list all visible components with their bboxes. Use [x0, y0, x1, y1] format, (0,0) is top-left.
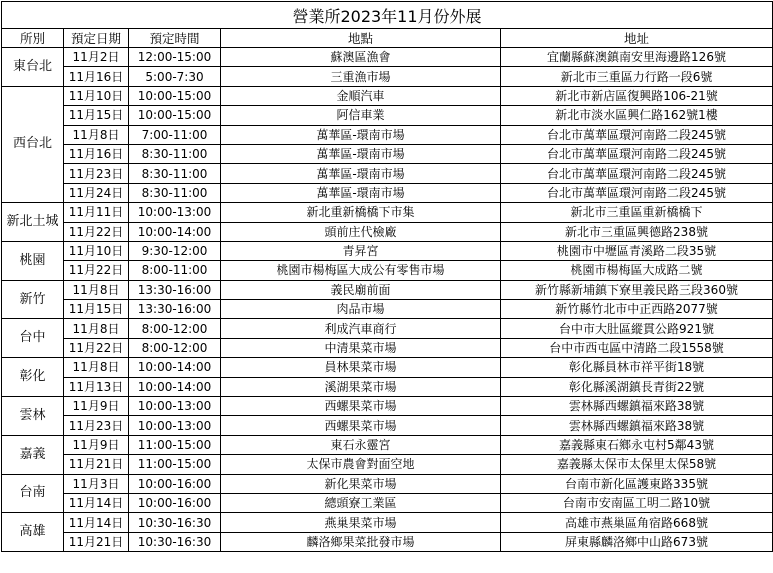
header-time: 預定時間 — [129, 29, 221, 48]
date-cell: 11月14日 — [64, 493, 129, 512]
date-cell: 11月3日 — [64, 474, 129, 493]
place-cell: 桃園市楊梅區大成公有零售市場 — [221, 261, 501, 280]
date-cell: 11月24日 — [64, 183, 129, 202]
place-cell: 西螺果菜市場 — [221, 397, 501, 416]
table-row — [2, 67, 773, 86]
time-cell: 13:30-16:00 — [129, 280, 221, 299]
table-row — [2, 474, 773, 493]
time-cell: 8:30-11:00 — [129, 144, 221, 163]
address-cell: 高雄市燕巢區角宿路668號 — [501, 513, 773, 532]
place-cell: 員林果菜市場 — [221, 358, 501, 377]
date-cell: 11月21日 — [64, 455, 129, 474]
table-row — [2, 416, 773, 435]
time-cell: 11:00-15:00 — [129, 455, 221, 474]
address-cell: 台北市萬華區環河南路二段245號 — [501, 183, 773, 202]
table-row — [2, 203, 773, 222]
address-cell: 宜蘭縣蘇澳鎮南安里海邊路126號 — [501, 48, 773, 67]
address-cell: 新北市三重區力行路一段6號 — [501, 67, 773, 86]
time-cell: 10:00-15:00 — [129, 86, 221, 105]
date-cell: 11月10日 — [64, 241, 129, 260]
time-cell: 9:30-12:00 — [129, 241, 221, 260]
time-cell: 10:00-13:00 — [129, 397, 221, 416]
date-cell: 11月21日 — [64, 532, 129, 551]
table-row — [2, 397, 773, 416]
address-cell: 台北市萬華區環河南路二段245號 — [501, 144, 773, 163]
header-region: 所別 — [2, 29, 64, 48]
date-cell: 11月9日 — [64, 397, 129, 416]
region-cell: 雲林 — [2, 397, 64, 436]
place-cell: 燕巢果菜市場 — [221, 513, 501, 532]
date-cell: 11月15日 — [64, 106, 129, 125]
table-row — [2, 300, 773, 319]
table-row — [2, 106, 773, 125]
region-cell: 台中 — [2, 319, 64, 358]
date-cell: 11月8日 — [64, 280, 129, 299]
time-cell: 8:00-11:00 — [129, 261, 221, 280]
table-row — [2, 125, 773, 144]
place-cell: 萬華區-環南市場 — [221, 183, 501, 202]
table-row — [2, 532, 773, 551]
time-cell: 10:00-13:00 — [129, 416, 221, 435]
address-cell: 彰化縣溪湖鎮長青街22號 — [501, 377, 773, 396]
place-cell: 麟洛鄉果菜批發市場 — [221, 532, 501, 551]
address-cell: 桃園市楊梅區大成路二號 — [501, 261, 773, 280]
time-cell: 13:30-16:00 — [129, 300, 221, 319]
address-cell: 新北市新店區復興路106-21號 — [501, 86, 773, 105]
date-cell: 11月13日 — [64, 377, 129, 396]
header-row — [2, 29, 773, 48]
table-row — [2, 358, 773, 377]
address-cell: 台北市萬華區環河南路二段245號 — [501, 125, 773, 144]
time-cell: 10:00-16:00 — [129, 474, 221, 493]
time-cell: 10:30-16:30 — [129, 532, 221, 551]
address-cell: 屏東縣麟洛鄉中山路673號 — [501, 532, 773, 551]
time-cell: 8:00-12:00 — [129, 338, 221, 357]
table-row — [2, 183, 773, 202]
address-cell: 桃園市中壢區青溪路二段35號 — [501, 241, 773, 260]
address-cell: 彰化縣員林市祥平街18號 — [501, 358, 773, 377]
address-cell: 台南市新化區護東路335號 — [501, 474, 773, 493]
region-cell: 彰化 — [2, 358, 64, 397]
date-cell: 11月23日 — [64, 416, 129, 435]
date-cell: 11月16日 — [64, 67, 129, 86]
region-cell: 新北土城 — [2, 203, 64, 242]
address-cell: 台北市萬華區環河南路二段245號 — [501, 164, 773, 183]
table-row — [2, 164, 773, 183]
place-cell: 金順汽車 — [221, 86, 501, 105]
address-cell: 雲林縣西螺鎮福來路38號 — [501, 397, 773, 416]
region-cell: 桃園 — [2, 241, 64, 280]
table-row — [2, 513, 773, 532]
time-cell: 10:00-15:00 — [129, 106, 221, 125]
time-cell: 8:00-12:00 — [129, 319, 221, 338]
address-cell: 台中市大肚區縱貫公路921號 — [501, 319, 773, 338]
address-cell: 新北市三重區重新橋橋下 — [501, 203, 773, 222]
time-cell: 10:30-16:30 — [129, 513, 221, 532]
table-row — [2, 435, 773, 454]
place-cell: 溪湖果菜市場 — [221, 377, 501, 396]
table-row — [2, 455, 773, 474]
title-row — [2, 2, 773, 29]
table-row — [2, 338, 773, 357]
table-row — [2, 280, 773, 299]
table-row — [2, 319, 773, 338]
place-cell: 三重漁市場 — [221, 67, 501, 86]
date-cell: 11月8日 — [64, 125, 129, 144]
address-cell: 新北市三重區興德路238號 — [501, 222, 773, 241]
region-cell: 新竹 — [2, 280, 64, 319]
region-cell: 嘉義 — [2, 435, 64, 474]
place-cell: 萬華區-環南市場 — [221, 164, 501, 183]
address-cell: 台中市西屯區中清路二段1558號 — [501, 338, 773, 357]
date-cell: 11月15日 — [64, 300, 129, 319]
date-cell: 11月8日 — [64, 358, 129, 377]
table-row — [2, 86, 773, 105]
place-cell: 萬華區-環南市場 — [221, 144, 501, 163]
place-cell: 總頭寮工業區 — [221, 493, 501, 512]
time-cell: 8:30-11:00 — [129, 183, 221, 202]
time-cell: 7:00-11:00 — [129, 125, 221, 144]
address-cell: 新北市淡水區興仁路162號1樓 — [501, 106, 773, 125]
place-cell: 新化果菜市場 — [221, 474, 501, 493]
date-cell: 11月14日 — [64, 513, 129, 532]
header-date: 預定日期 — [64, 29, 129, 48]
place-cell: 利成汽車商行 — [221, 319, 501, 338]
time-cell: 10:00-14:00 — [129, 222, 221, 241]
place-cell: 萬華區-環南市場 — [221, 125, 501, 144]
address-cell: 台南市安南區工明二路10號 — [501, 493, 773, 512]
region-cell: 台南 — [2, 474, 64, 513]
place-cell: 頭前庄代檢廠 — [221, 222, 501, 241]
table-row — [2, 377, 773, 396]
date-cell: 11月11日 — [64, 203, 129, 222]
place-cell: 青昇宮 — [221, 241, 501, 260]
time-cell: 12:00-15:00 — [129, 48, 221, 67]
region-cell: 西台北 — [2, 86, 64, 202]
date-cell: 11月22日 — [64, 338, 129, 357]
schedule-body — [2, 48, 773, 552]
address-cell: 新竹縣竹北市中正西路2077號 — [501, 300, 773, 319]
address-cell: 嘉義縣太保市太保里太保58號 — [501, 455, 773, 474]
time-cell: 10:00-14:00 — [129, 358, 221, 377]
place-cell: 西螺果菜市場 — [221, 416, 501, 435]
time-cell: 10:00-13:00 — [129, 203, 221, 222]
date-cell: 11月8日 — [64, 319, 129, 338]
table-row — [2, 241, 773, 260]
date-cell: 11月22日 — [64, 261, 129, 280]
region-cell: 東台北 — [2, 48, 64, 87]
schedule-sheet — [1, 1, 772, 571]
table-row — [2, 261, 773, 280]
table-row — [2, 222, 773, 241]
address-cell: 嘉義縣東石鄉永屯村5鄰43號 — [501, 435, 773, 454]
place-cell: 肉品市場 — [221, 300, 501, 319]
table-title: 營業所2023年11月份外展 — [2, 2, 773, 29]
date-cell: 11月16日 — [64, 144, 129, 163]
place-cell: 東石永靈宮 — [221, 435, 501, 454]
table-row — [2, 144, 773, 163]
place-cell: 阿信車業 — [221, 106, 501, 125]
place-cell: 太保市農會對面空地 — [221, 455, 501, 474]
date-cell: 11月22日 — [64, 222, 129, 241]
date-cell: 11月9日 — [64, 435, 129, 454]
time-cell: 8:30-11:00 — [129, 164, 221, 183]
table-row — [2, 493, 773, 512]
time-cell: 11:00-15:00 — [129, 435, 221, 454]
date-cell: 11月23日 — [64, 164, 129, 183]
address-cell: 新竹縣新埔鎮下寮里義民路三段360號 — [501, 280, 773, 299]
time-cell: 5:00-7:30 — [129, 67, 221, 86]
region-cell: 高雄 — [2, 513, 64, 552]
outreach-schedule-table — [1, 1, 773, 552]
place-cell: 中清果菜市場 — [221, 338, 501, 357]
place-cell: 新北重新橋橋下市集 — [221, 203, 501, 222]
header-place: 地點 — [221, 29, 501, 48]
time-cell: 10:00-16:00 — [129, 493, 221, 512]
date-cell: 11月10日 — [64, 86, 129, 105]
date-cell: 11月2日 — [64, 48, 129, 67]
time-cell: 10:00-14:00 — [129, 377, 221, 396]
header-address: 地址 — [501, 29, 773, 48]
place-cell: 蘇澳區漁會 — [221, 48, 501, 67]
table-row — [2, 48, 773, 67]
address-cell: 雲林縣西螺鎮福來路38號 — [501, 416, 773, 435]
place-cell: 義民廟前面 — [221, 280, 501, 299]
